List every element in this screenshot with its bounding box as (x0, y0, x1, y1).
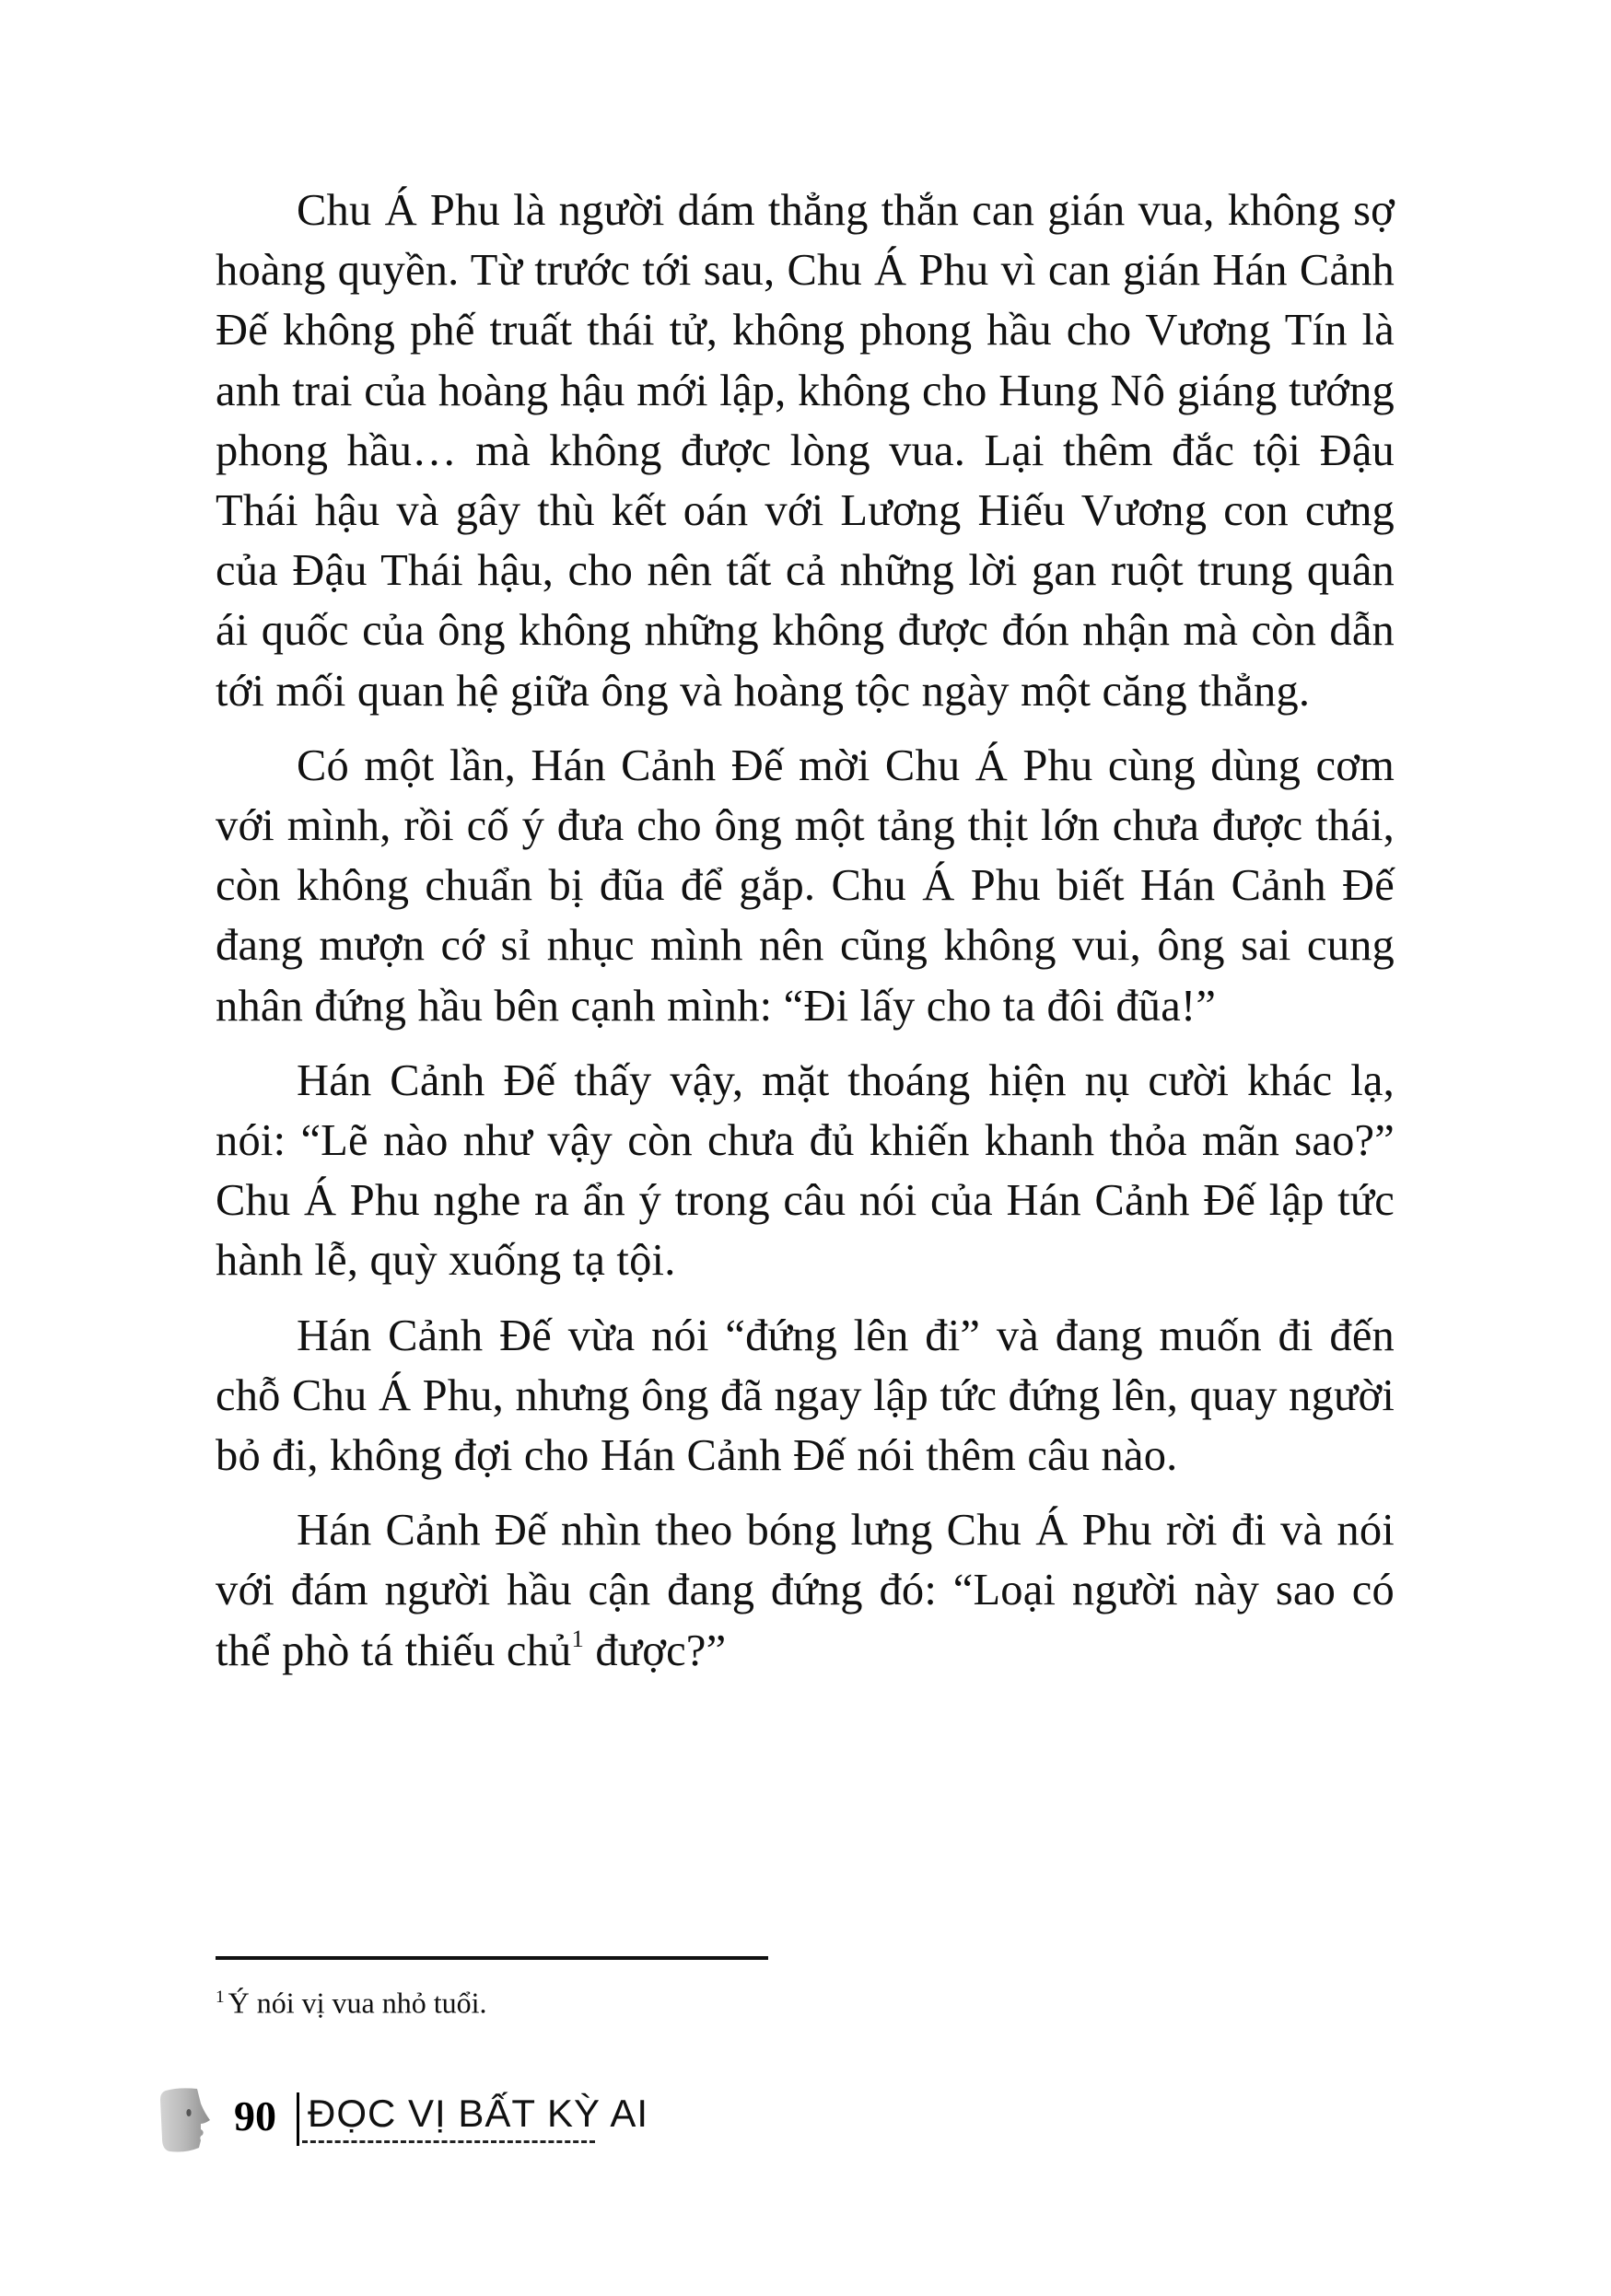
paragraph-5-text: Hán Cảnh Đế nhìn theo bóng lưng Chu Á Phu rời đi và nói với đám người hầu cận đang đứng đó: “Loại người này sao có thể phò tá thiếu chủ (216, 1506, 1395, 1675)
dashed-underline (302, 2140, 595, 2143)
paragraph-1: Chu Á Phu là người dám thẳng thắn can gián vua, không sợ hoàng quyền. Từ trước tới sau, Chu Á Phu vì can gián Hán Cảnh Đế không phế truất thái tử, không phong hầu cho Vương Tín là anh trai của hoàng hậu mới lập, không cho Hung Nô giáng tướng phong hầu… mà không được lòng vua. Lại thêm đắc tội Đậu Thái hậu và gây thù kết oán với Lương Hiếu Vương con cưng của Đậu Thái hậu, cho nên tất cả những lời gan ruột trung quân ái quốc của ông không những không được đón nhận mà còn dẫn tới mối quan hệ giữa ông và hoàng tộc ngày một căng thẳng. (216, 186, 1395, 716)
paragraph-2: Có một lần, Hán Cảnh Đế mời Chu Á Phu cùng dùng cơm với mình, rồi cố ý đưa cho ông một tảng thịt lớn chưa được thái, còn không chuẩn bị đũa để gắp. Chu Á Phu biết Hán Cảnh Đế đang mượn cớ sỉ nhục mình nên cũng không vui, ông sai cung nhân đứng hầu bên cạnh mình: “Đi lấy cho ta đôi đũa!” (216, 740, 1395, 1031)
footnote-marker: 1 (216, 1987, 225, 2007)
page-number: 90 (234, 2092, 276, 2139)
face-profile-icon (158, 2087, 212, 2153)
footnote-divider (216, 1956, 768, 1960)
paragraph-3: Hán Cảnh Đế thấy vậy, mặt thoáng hiện nụ cười khác lạ, nói: “Lẽ nào như vậy còn chưa đủ khiến khanh thỏa mãn sao?” Chu Á Phu nghe ra ẩn ý trong câu nói của Hán Cảnh Đế lập tức hành lễ, quỳ xuống tạ tội. (216, 1055, 1395, 1286)
running-title: ĐỌC VỊ BẤT KỲ AI (308, 2092, 649, 2135)
footnote-reference[interactable]: 1 (571, 1624, 585, 1652)
paragraph-5-tail: được?” (584, 1626, 727, 1675)
footer-separator (297, 2092, 299, 2146)
page-body (216, 181, 1395, 1696)
page-footer (158, 2083, 711, 2175)
paragraph-5 (216, 1500, 1395, 1681)
paragraph-4: Hán Cảnh Đế vừa nói “đứng lên đi” và đang muốn đi đến chỗ Chu Á Phu, nhưng ông đã ngay lập tức đứng lên, quay người bỏ đi, không đợi cho Hán Cảnh Đế nói thêm câu nào. (216, 1311, 1395, 1481)
footnote-text: Ý nói vị vua nhỏ tuổi. (228, 1986, 487, 2020)
footnote (216, 1980, 486, 2021)
